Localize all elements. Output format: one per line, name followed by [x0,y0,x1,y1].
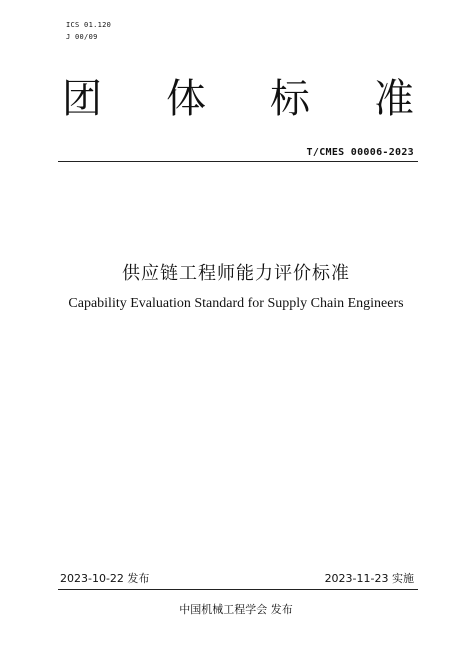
ics-code: ICS 01.120 [66,21,112,29]
document-type-heading [58,70,418,120]
ccs-code: J 00/09 [66,33,98,41]
header-divider [58,161,418,162]
publish-date: 2023-10-22 发布 [60,572,150,585]
document-type-char: 体 [166,75,206,122]
document-type-char: 标 [270,75,310,122]
publisher: 中国机械工程学会 发布 [179,603,293,616]
title-english: Capability Evaluation Standard for Supply Chain Engineers [68,296,404,311]
document-type-char: 团 [62,75,102,122]
title-chinese: 供应链工程师能力评价标准 [122,263,350,284]
implement-date: 2023-11-23 实施 [324,572,414,585]
standard-number: T/CMES 00006-2023 [306,147,414,158]
footer-divider [58,589,418,590]
document-type-char: 准 [374,75,414,122]
